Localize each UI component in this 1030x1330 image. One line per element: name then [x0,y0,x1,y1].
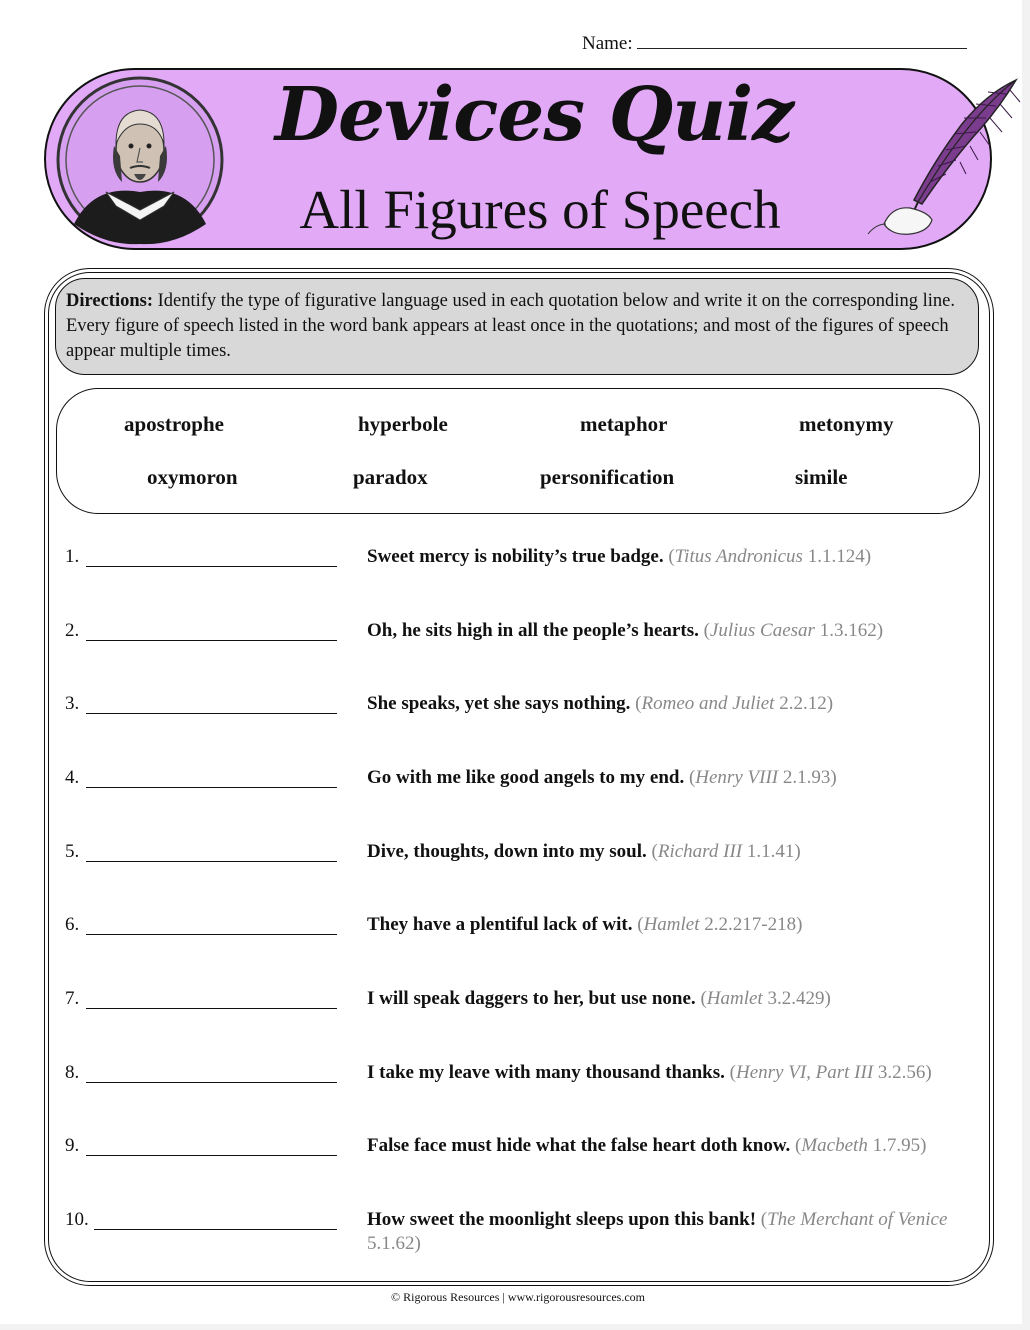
footer-copyright: © Rigorous Resources | www.rigorousresources.com [390,1290,646,1304]
source-ref: 2.2.217-218) [699,914,803,935]
question-number: 9. [65,1135,80,1156]
question-number: 6. [65,914,80,935]
question-number: 1. [65,546,80,567]
word-bank-item: personification [540,465,675,489]
question-quote: Go with me like good angels to my end. (Henry VIII 2.1.93) [367,767,837,788]
quote-text: She speaks, yet she says nothing. [367,693,631,714]
question-quote: Oh, he sits high in all the people’s hearts. (Julius Caesar 1.3.162) [367,620,884,641]
source-ref: 2.2.12) [774,693,834,714]
quote-text: How sweet the moonlight sleeps upon this bank! [367,1209,757,1230]
quote-text: Dive, thoughts, down into my soul. [367,841,647,862]
answer-line[interactable] [94,1229,337,1230]
word-bank-item: hyperbole [358,412,448,436]
answer-line[interactable] [86,640,337,641]
source-ref: 1.7.95) [867,1135,927,1156]
directions-label: Directions: [66,291,153,311]
answer-line[interactable] [86,713,337,714]
question-quote: I will speak daggers to her, but use none. (Hamlet 3.2.429) [367,988,831,1009]
quote-text: I will speak daggers to her, but use none. [367,988,696,1009]
word-bank-item: simile [795,465,848,489]
word-bank [56,388,980,514]
source-ref: 1.1.124) [802,546,872,567]
question-number: 10. [65,1209,89,1230]
source-ref: 3.2.429) [762,988,831,1009]
quote-text: Go with me like good angels to my end. [367,767,685,788]
question-quote: She speaks, yet she says nothing. (Romeo and Juliet 2.2.12) [367,693,834,714]
source-work: Hamlet [643,914,700,935]
quote-text: Sweet mercy is nobility’s true badge. [367,546,664,567]
source-work: The Merchant of Venice [767,1209,948,1230]
source-work: Henry VI, Part III [735,1062,874,1083]
directions-text: Identify the type of figurative language used in each quotation below and write it on the corresponding line. Every figure of speech listed in the word bank appears at least once in the quotations; and most of the figures of speech appear multiple times. [66,291,955,361]
source-work: Macbeth [801,1135,868,1156]
answer-line[interactable] [86,566,337,567]
source-work: Hamlet [706,988,763,1009]
quote-text: I take my leave with many thousand thanks. [367,1062,725,1083]
page-subtitle: All Figures of Speech [299,179,781,240]
name-label: Name: [582,33,633,54]
answer-line[interactable] [86,1008,337,1009]
answer-line[interactable] [86,787,337,788]
word-bank-item: metonymy [799,412,894,436]
answer-line[interactable] [86,1155,337,1156]
source-work: Richard III [657,841,743,862]
source-ref: 5.1.62) [367,1233,421,1254]
question-quote: False face must hide what the false heart doth know. (Macbeth 1.7.95) [367,1135,927,1156]
question-number: 3. [65,693,80,714]
source-work: Julius Caesar [709,620,815,641]
question-number: 5. [65,841,80,862]
answer-line[interactable] [86,934,337,935]
name-blank-line[interactable] [637,30,967,49]
name-field[interactable] [582,30,967,55]
answer-line[interactable] [86,861,337,862]
question-number: 8. [65,1062,80,1083]
directions-box [55,278,979,375]
question-quote: I take my leave with many thousand thanks. (Henry VI, Part III 3.2.56) [367,1062,932,1083]
source-work: Henry VIII [695,767,779,788]
source-ref: 2.1.93) [778,767,837,788]
question-quote: Sweet mercy is nobility’s true badge. (Titus Andronicus 1.1.124) [367,546,872,567]
word-bank-item: oxymoron [147,465,238,489]
page-title: Devices Quiz [274,72,794,158]
quote-text: False face must hide what the false heart doth know. [367,1135,791,1156]
question-quote: How sweet the moonlight sleeps upon this bank! (The Merchant of Venice 5.1.62) [367,1209,948,1254]
question-quote: Dive, thoughts, down into my soul. (Richard III 1.1.41) [367,841,801,862]
source-ref: 1.1.41) [742,841,801,862]
source-work: Romeo and Juliet [641,693,775,714]
question-number: 7. [65,988,80,1009]
word-bank-item: metaphor [580,412,668,436]
answer-line[interactable] [86,1082,337,1083]
question-quote: They have a plentiful lack of wit. (Hamlet 2.2.217-218) [367,914,803,935]
source-ref: 1.3.162) [814,620,884,641]
quote-text: Oh, he sits high in all the people’s hearts. [367,620,699,641]
source-ref: 3.2.56) [873,1062,932,1083]
word-bank-item: paradox [353,465,428,489]
question-number: 4. [65,767,80,788]
quote-text: They have a plentiful lack of wit. [367,914,633,935]
question-number: 2. [65,620,80,641]
word-bank-item: apostrophe [124,412,224,436]
source-work: Titus Andronicus [674,546,803,567]
